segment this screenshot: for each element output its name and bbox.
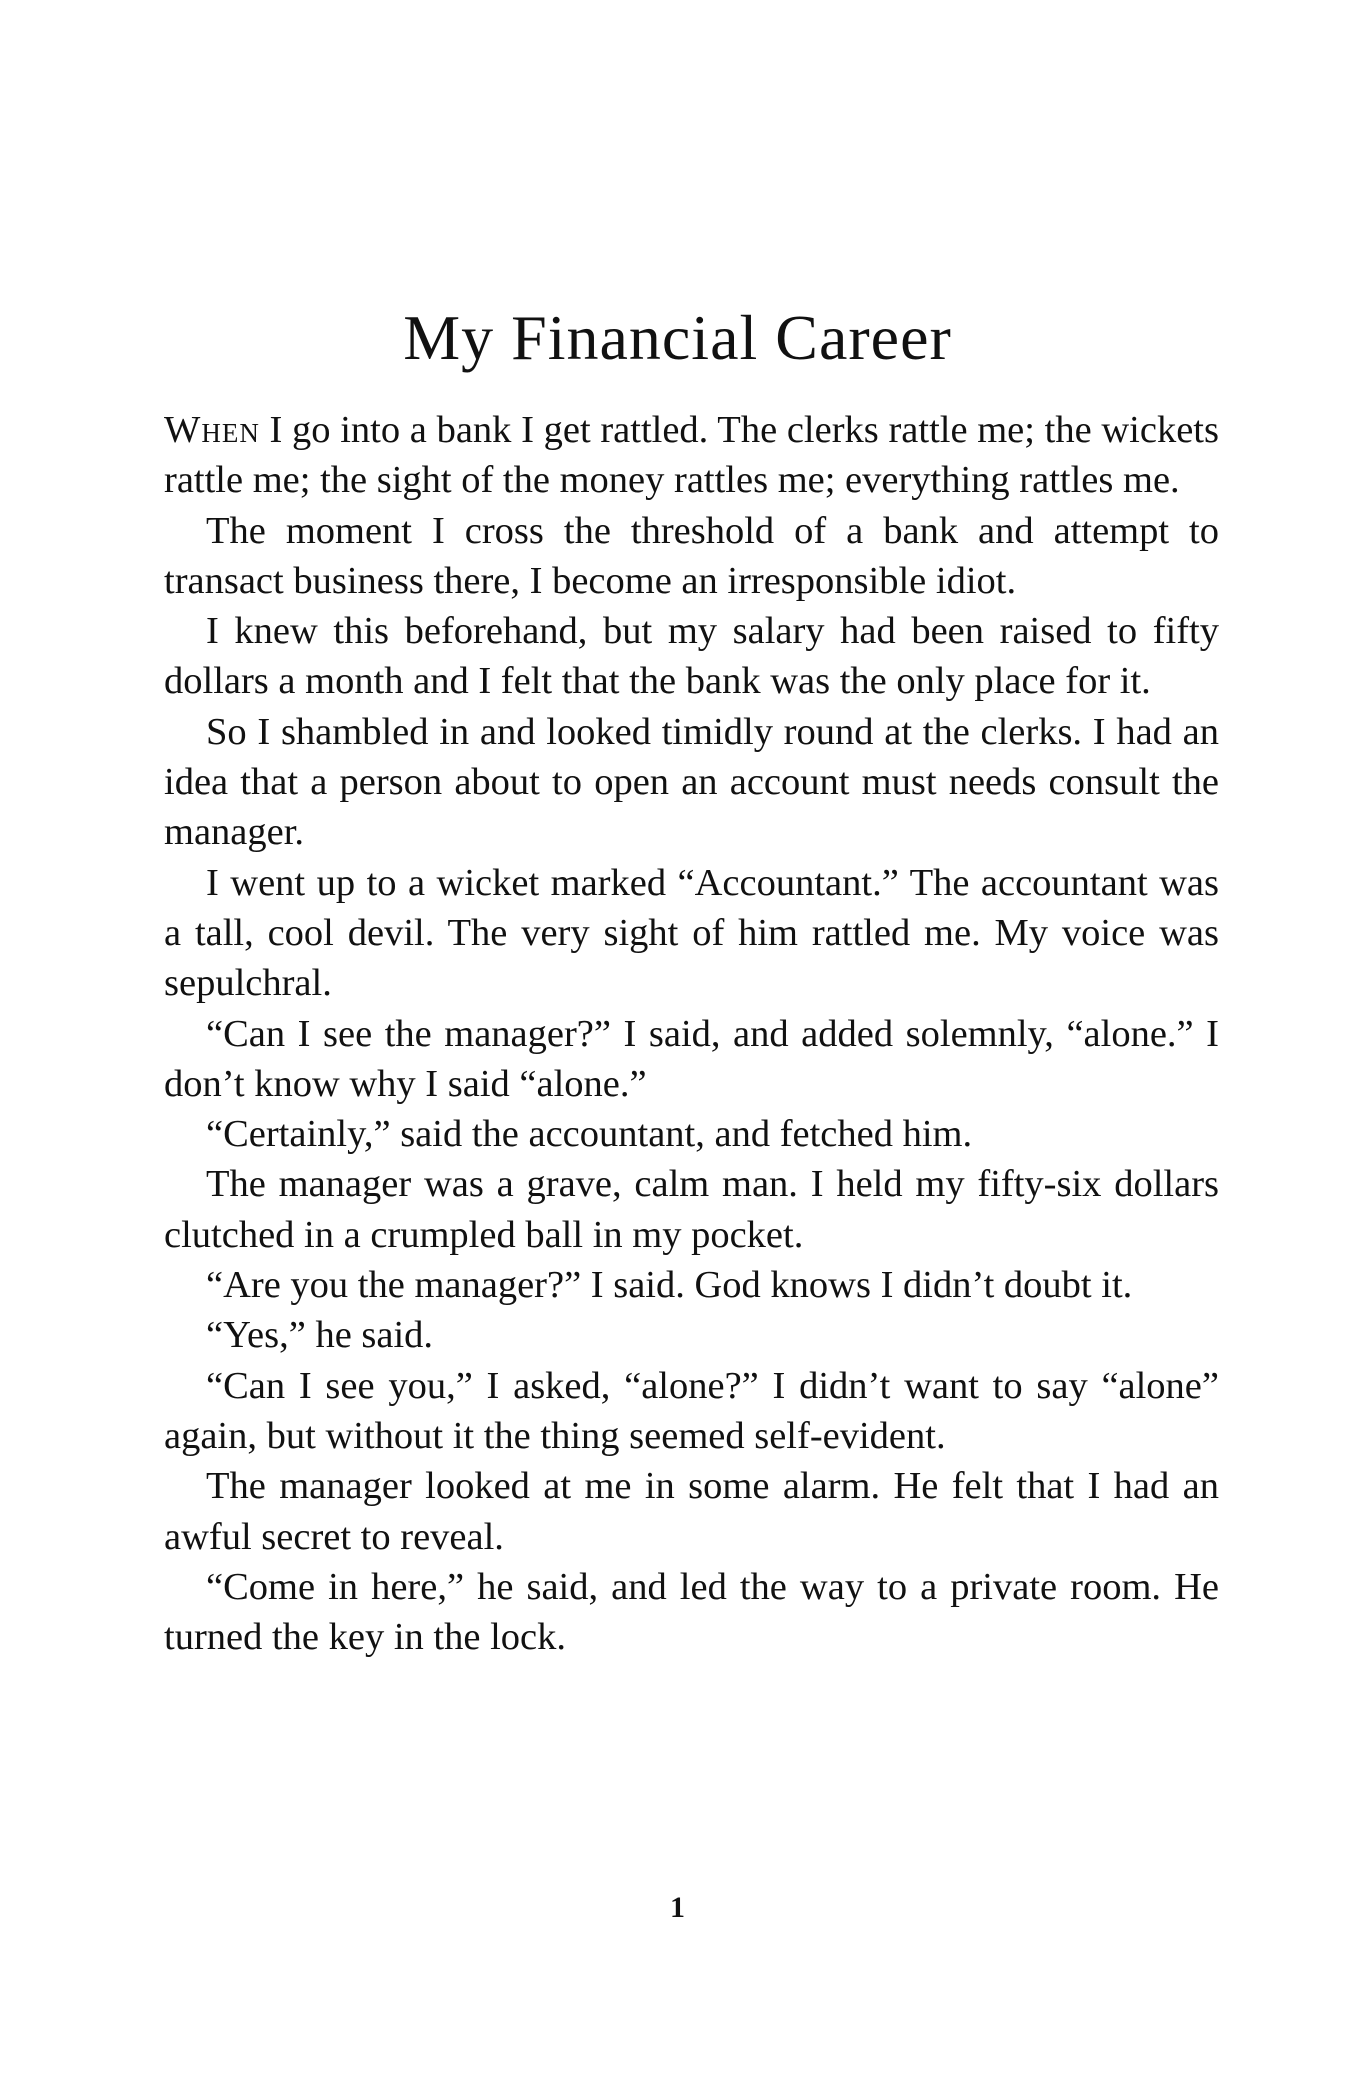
paragraph: “Come in here,” he said, and led the way to a private room. He turned the key in the lock. [164,1565,1219,1659]
paragraph: I went up to a wicket marked “Accountant.” The accountant was a tall, cool devil. The very sight of him rattled me. My voice was sepulchral. [164,861,1219,1005]
paragraph: “Certainly,” said the accountant, and fetched him. [206,1113,973,1156]
paragraph: The moment I cross the threshold of a bank and attempt to transact business there, I become an irresponsible idiot. [164,509,1219,602]
paragraph: I knew this beforehand, but my salary had been raised to fifty dollars a month and I felt that the bank was the only place for it. [164,610,1219,703]
paragraph: “Can I see you,” I asked, “alone?” I didn’t want to say “alone” again, but without it the thing seemed self-evident. [164,1364,1219,1457]
paragraph: So I shambled in and looked timidly round at the clerks. I had an idea that a person about to open an account must needs consult the manager. [164,710,1219,854]
paragraph: “Can I see the manager?” I said, and added solemnly, “alone.” I don’t know why I said “alone.” [164,1012,1219,1105]
paragraph [164,405,1219,506]
paragraph: “Are you the manager?” I said. God knows I didn’t doubt it. [206,1264,1133,1307]
opening-word: When [164,409,260,451]
chapter-body [164,405,1219,1662]
chapter-title: My Financial Career [403,302,952,373]
paragraph-text: I go into a bank I get rattled. The clerks rattle me; the wickets rattle me; the sight of the money rattles me; everything rattles me. [164,409,1219,502]
page-number: 1 [670,1891,685,1924]
paragraph: The manager looked at me in some alarm. He felt that I had an awful secret to reveal. [164,1465,1219,1558]
paragraph: “Yes,” he said. [206,1314,434,1357]
paragraph: The manager was a grave, calm man. I held my fifty-six dollars clutched in a crumpled ball in my pocket. [164,1163,1219,1256]
